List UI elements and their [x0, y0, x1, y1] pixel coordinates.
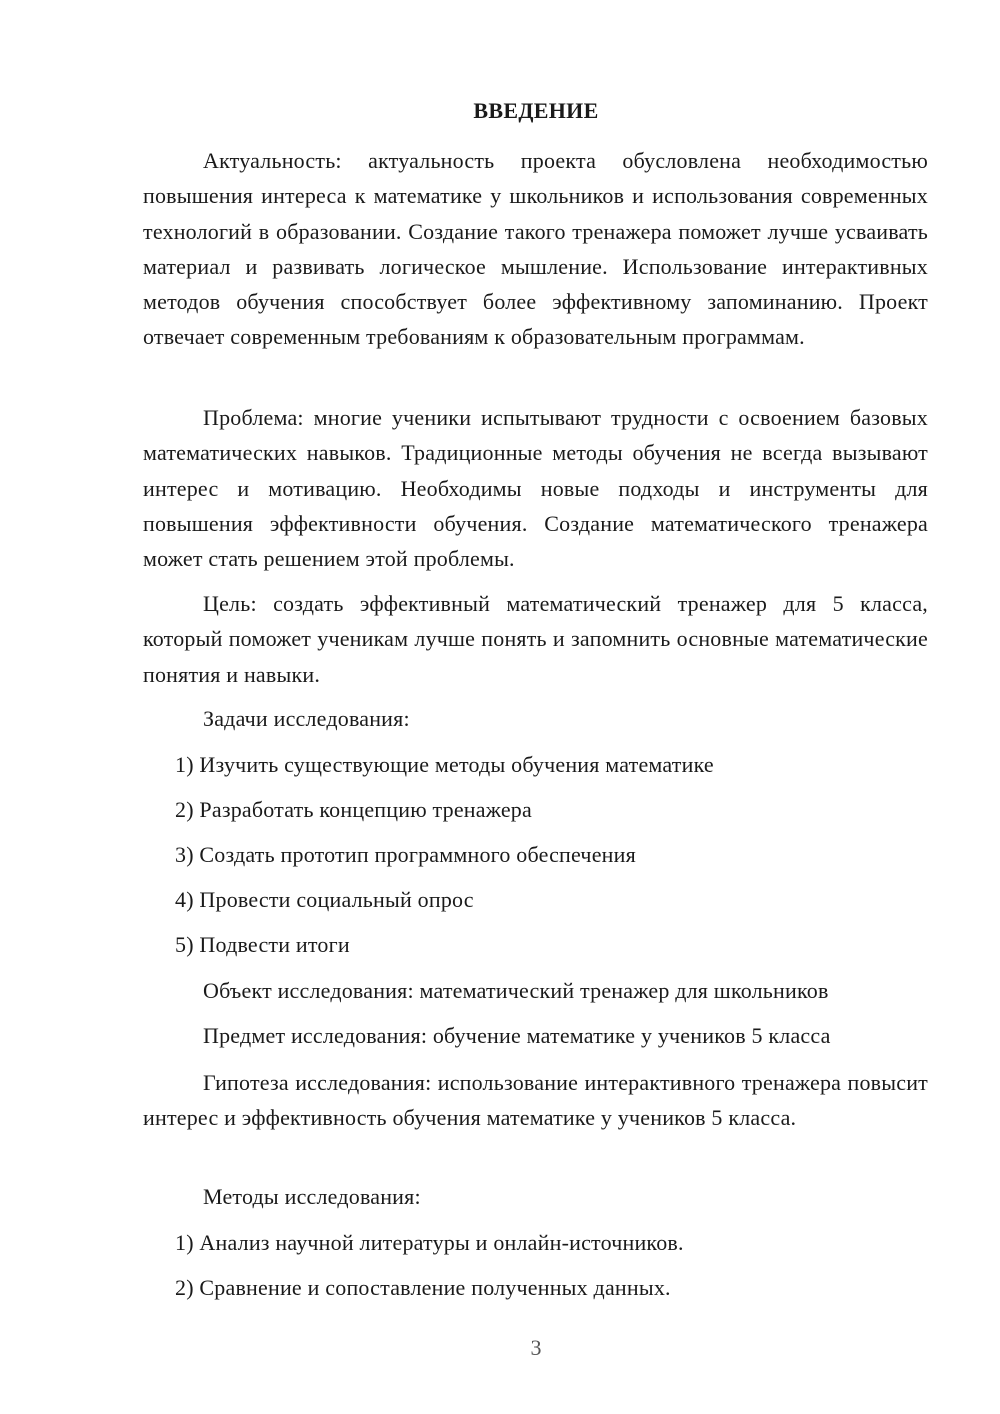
research-subject: Предмет исследования: обучение математике у учеников 5 класса: [203, 1023, 831, 1048]
paragraph-problem: Проблема: многие ученики испытывают трудности с освоением базовых математических навыков. Традиционные методы обучения не всегда вызывают интерес и мотивацию. Необходимы новые подходы и инструменты для повышения эффективности обучения. Создание математического тренажера может стать решением этой проблемы.: [143, 405, 928, 572]
paragraph-relevance: Актуальность: актуальность проекта обусловлена необходимостью повышения интереса к математике у школьников и использования современных технологий в образовании. Создание такого тренажера поможет лучше усваивать материал и развивать логическое мышление. Использование интерактивных методов обучения способствует более эффективному запоминанию. Проект отвечает современным требованиям к образовательным программам.: [143, 148, 928, 350]
tasks-heading: Задачи исследования:: [203, 706, 410, 731]
list-item: 2) Сравнение и сопоставление полученных данных.: [175, 1275, 671, 1300]
list-item: 1) Изучить существующие методы обучения математике: [175, 752, 714, 777]
page-title: ВВЕДЕНИЕ: [473, 98, 599, 123]
methods-heading: Методы исследования:: [203, 1184, 421, 1209]
list-item: 5) Подвести итоги: [175, 932, 350, 957]
paragraph-goal: Цель: создать эффективный математический тренажер для 5 класса, который поможет ученикам лучше понять и запомнить основные математические понятия и навыки.: [143, 591, 928, 687]
list-item: 4) Провести социальный опрос: [175, 887, 474, 912]
paragraph-hypothesis: Гипотеза исследования: использование интерактивного тренажера повысит интерес и эффективность обучения математике у учеников 5 класса.: [143, 1070, 928, 1131]
page-number: 3: [530, 1335, 542, 1360]
research-object: Объект исследования: математический тренажер для школьников: [203, 978, 829, 1003]
list-item: 2) Разработать концепцию тренажера: [175, 797, 532, 822]
list-item: 1) Анализ научной литературы и онлайн-источников.: [175, 1230, 684, 1255]
list-item: 3) Создать прототип программного обеспечения: [175, 842, 636, 867]
